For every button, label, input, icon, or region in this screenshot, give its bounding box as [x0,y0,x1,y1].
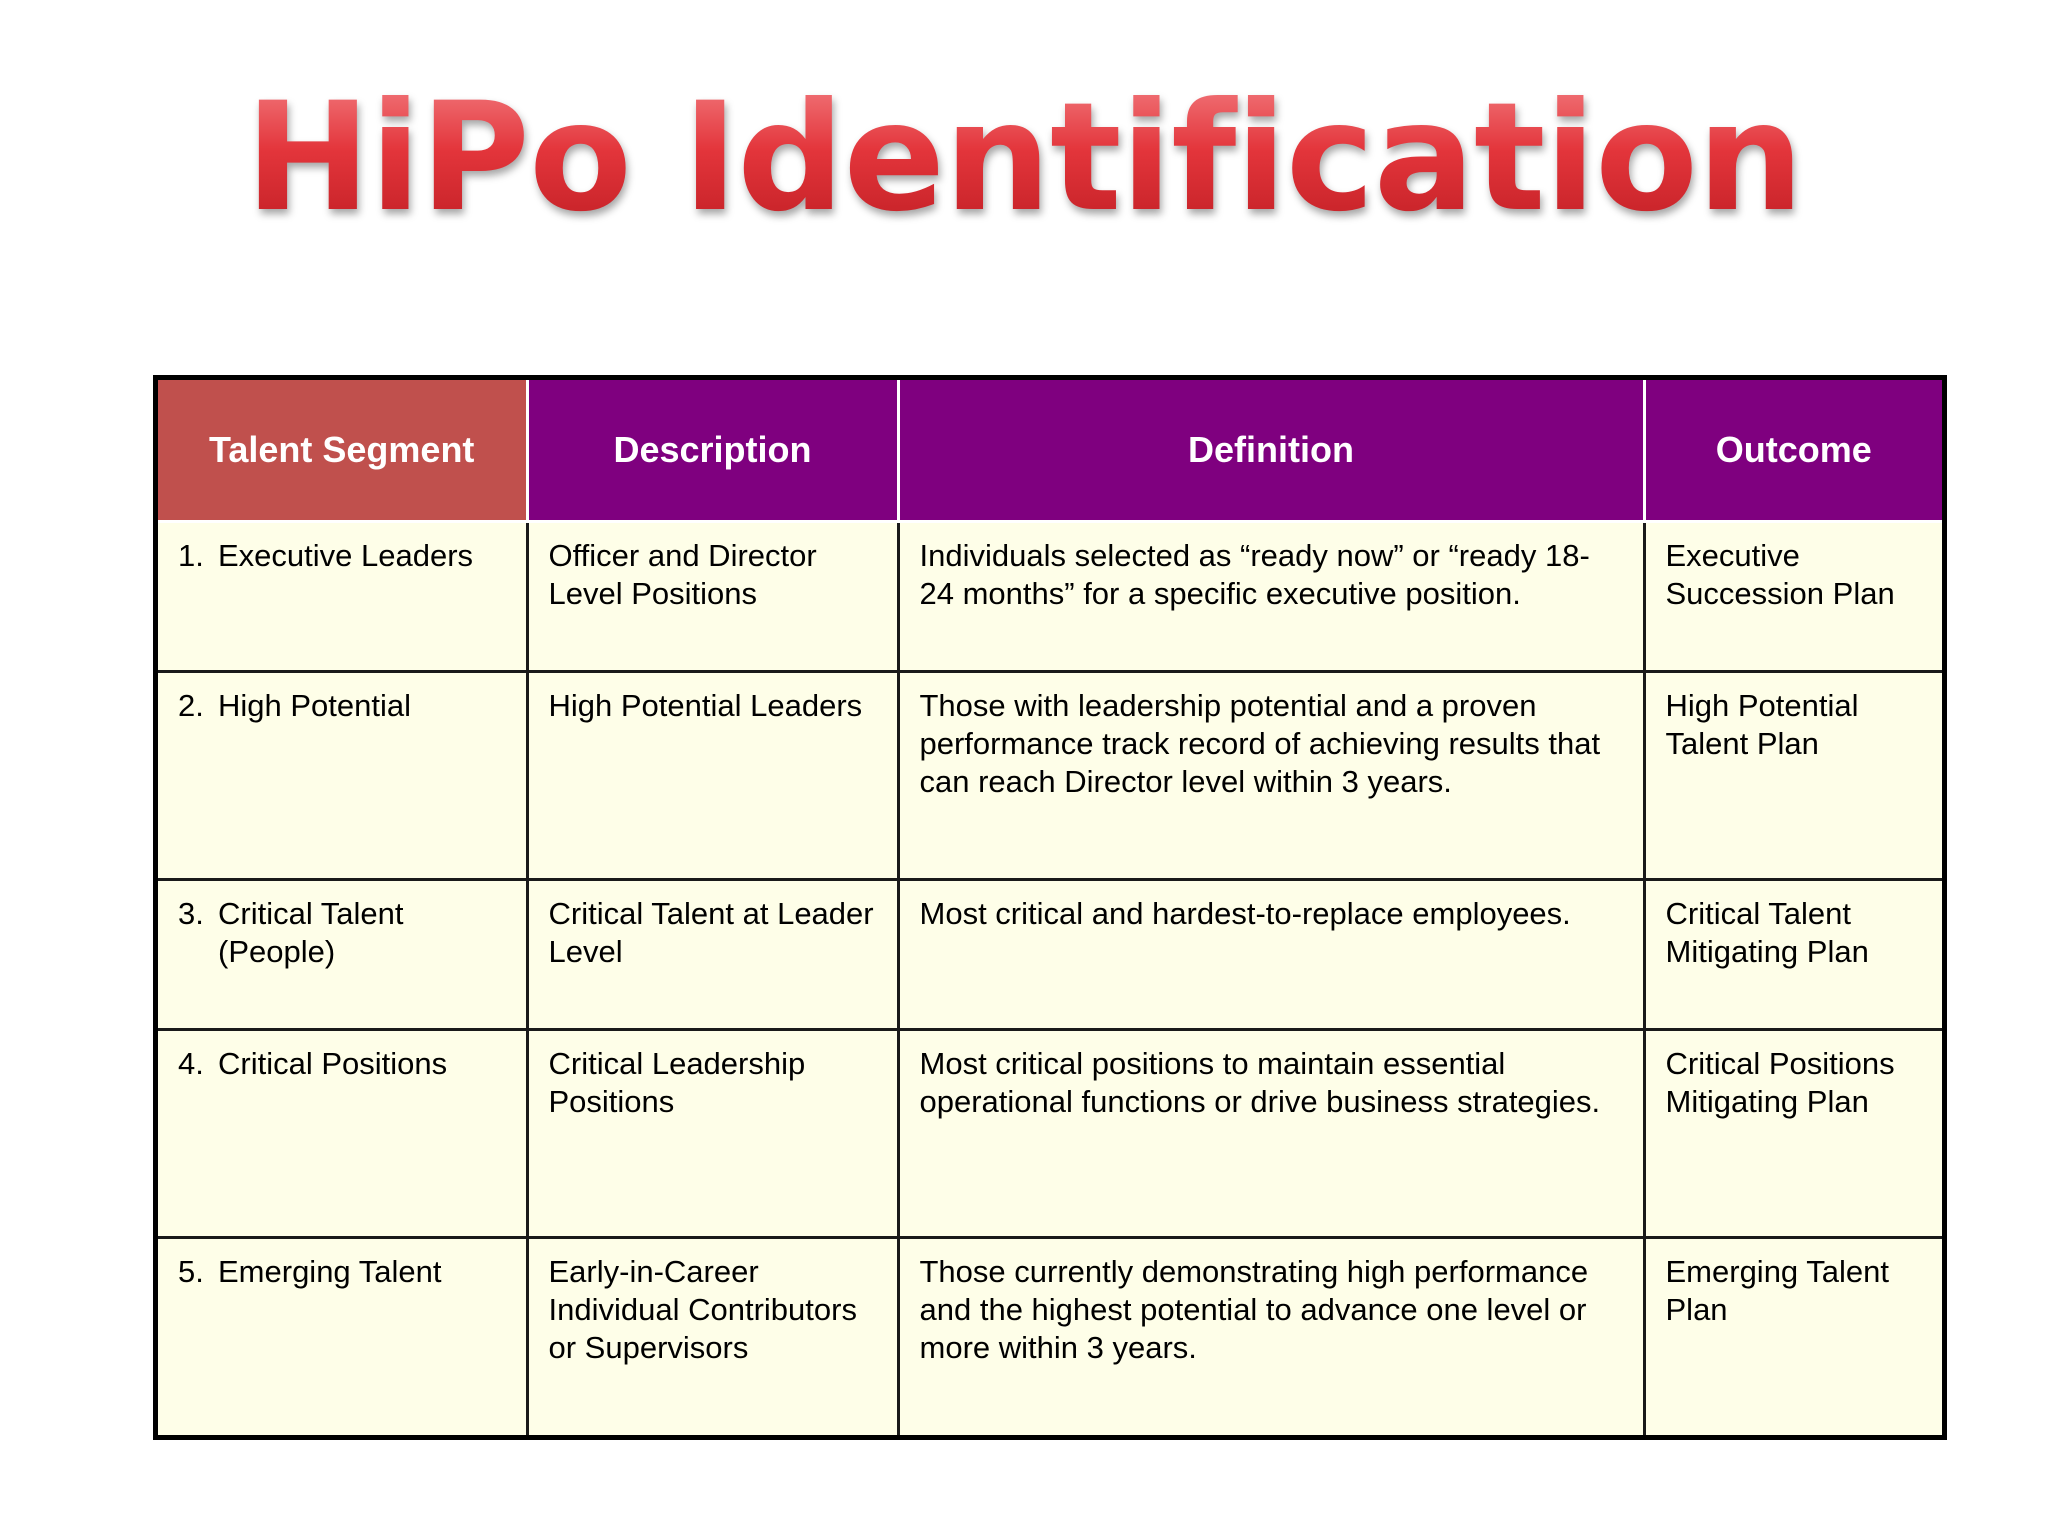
segment-number: 4. [178,1046,204,1081]
description-cell: High Potential Leaders [527,672,898,880]
table-row [158,672,1942,880]
segment-cell [158,522,527,672]
header-definition: Definition [898,380,1644,522]
outcome-cell: Executive Succession Plan [1644,522,1942,672]
definition-cell: Those with leadership potential and a proven performance track record of achieving results that can reach Director level within 3 years. [898,672,1644,880]
description-cell: Critical Leadership Positions [527,1030,898,1238]
table-row [158,1030,1942,1238]
outcome-cell: Emerging Talent Plan [1644,1238,1942,1436]
segment-name: High Potential [218,688,412,723]
segment-number: 1. [178,538,204,573]
header-talent-segment: Talent Segment [158,380,527,522]
outcome-cell: Critical Talent Mitigating Plan [1644,880,1942,1030]
description-cell: Critical Talent at Leader Level [527,880,898,1030]
segment-cell [158,880,527,1030]
segment-number: 5. [178,1254,204,1289]
definition-cell: Individuals selected as “ready now” or “ready 18-24 months” for a specific executive position. [898,522,1644,672]
header-outcome: Outcome [1644,380,1942,522]
table-header-row [158,380,1942,522]
hipo-table-container [153,375,1947,1440]
definition-cell: Most critical and hardest-to-replace employees. [898,880,1644,1030]
segment-number: 3. [178,896,204,931]
definition-cell: Most critical positions to maintain essential operational functions or drive business strategies. [898,1030,1644,1238]
definition-cell: Those currently demonstrating high performance and the highest potential to advance one level or more within 3 years. [898,1238,1644,1436]
table-row [158,880,1942,1030]
outcome-cell: Critical Positions Mitigating Plan [1644,1030,1942,1238]
segment-cell [158,1238,527,1436]
hipo-table [158,380,1942,1435]
description-cell: Officer and Director Level Positions [527,522,898,672]
table-row [158,522,1942,672]
segment-name: Critical Talent (People) [218,896,404,969]
segment-name: Critical Positions [218,1046,448,1081]
segment-number: 2. [178,688,204,723]
segment-cell [158,1030,527,1238]
slide-title: HiPo Identification [0,78,2048,238]
segment-name: Executive Leaders [218,538,474,573]
table-row [158,1238,1942,1436]
description-cell: Early-in-Career Individual Contributors or Supervisors [527,1238,898,1436]
header-description: Description [527,380,898,522]
segment-name: Emerging Talent [218,1254,442,1289]
segment-cell [158,672,527,880]
outcome-cell: High Potential Talent Plan [1644,672,1942,880]
